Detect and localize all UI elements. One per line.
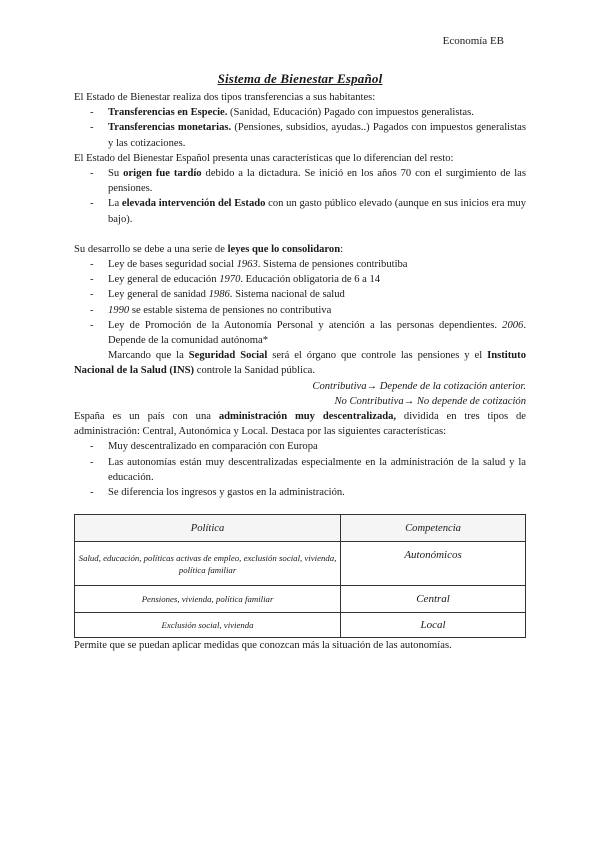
list-item [74, 105, 526, 120]
char-bold: elevada intervención del Estado [121, 198, 266, 210]
cell-competencia: Local [341, 613, 526, 638]
cell-politica: Pensiones, vivienda, política familiar [75, 586, 341, 613]
cell-competencia: Central [341, 586, 526, 613]
note-contributiva: Contributiva→ Depende de la cotización anterior. [312, 380, 526, 392]
transfer-bold: Transferencias monetarias. [108, 122, 232, 134]
char-text: con un gasto público elevado (aunque en sus inicios era muy bajo). [108, 198, 527, 225]
law-year: 1970 [219, 274, 241, 286]
laws-intro-pre: Su desarrollo se debe a una serie de [74, 243, 228, 255]
law-text: Ley general de sanidad [108, 289, 209, 301]
admin-intro-pre: España es un país con una [74, 411, 219, 423]
law-text: . Depende de la comunidad autónoma* [108, 319, 526, 347]
transfer-bold: Transferencias en Especie. [108, 107, 228, 119]
header-subject: Economía EB [442, 35, 504, 47]
marking-paragraph [74, 348, 526, 378]
list-item [74, 257, 526, 272]
admin-intro-post: dividida en tres tipos de administración: Central, Autonómica y Local. Destaca por las siguientes características: [74, 411, 526, 438]
marking-bold: Instituto Nacional de la Salud (INS) [74, 350, 526, 377]
admin-list [74, 439, 526, 500]
characteristics-list [74, 166, 526, 227]
laws-list [74, 257, 526, 348]
marking-bold: Seguridad Social [188, 350, 268, 362]
list-item [74, 287, 526, 302]
laws-intro [74, 242, 526, 257]
marking-pre: Marcando que la [108, 350, 189, 362]
list-item: - Muy descentralizado en comparación con Europa [74, 439, 526, 454]
competencias-table [74, 514, 526, 638]
document-body [74, 70, 526, 653]
transfer-text: (Pensiones, subsidios, ayudas..) Pagados con impuestos generalistas y las cotizaciones. [108, 122, 527, 149]
table-row [75, 613, 526, 638]
laws-intro-bold: leyes que lo consolidaron [227, 243, 341, 255]
list-item [74, 318, 526, 348]
law-text: Ley de bases seguridad social [108, 259, 237, 271]
intro-text: El Estado de Bienestar realiza dos tipos transferencias a sus habitantes: [74, 92, 376, 103]
marking-mid: será el órgano que controle las pensiones y el [267, 350, 488, 362]
law-text: . Educación obligatoria de 6 a 14 [240, 274, 381, 286]
laws-intro-post: : [340, 243, 344, 255]
table-row [75, 586, 526, 613]
cell-competencia: Autonómicos [341, 542, 526, 586]
characteristics-intro: El Estado del Bienestar Español presenta unas características que lo diferencian del resto: [74, 152, 454, 164]
char-bold: origen fue tardío [123, 168, 202, 180]
list-item [74, 120, 526, 150]
spacer [74, 227, 526, 242]
law-year: 1963 [236, 259, 258, 271]
law-text: . Sistema nacional de salud [229, 289, 345, 301]
closing-text: Permite que se puedan aplicar medidas que conozcan más la situación de las autonomías. [74, 640, 452, 652]
law-text: Ley general de educación [108, 274, 220, 286]
page-title: Sistema de Bienestar Español [217, 71, 383, 86]
marking-post: controle la Sanidad pública. [194, 365, 316, 377]
list-item: - Las autonomías están muy descentralizadas especialmente en la administración de la salud y la educación. [74, 455, 526, 485]
cell-politica: Exclusión social, vivienda [75, 613, 341, 638]
cell-politica: Salud, educación, políticas activas de empleo, exclusión social, vivienda, política familiar [75, 542, 341, 586]
header-competencia: Competencia [341, 515, 526, 542]
list-item [74, 272, 526, 287]
law-text: Ley de Promoción de la Autonomía Personal y atención a las personas dependientes. [108, 319, 503, 331]
law-text: se estable sistema de pensiones no contributiva [129, 304, 332, 316]
char-pre: La [108, 198, 122, 210]
law-year: 2006 [502, 319, 524, 331]
transfer-text: (Sanidad, Educación) Pagado con impuestos generalistas. [227, 107, 474, 119]
table-header-row [75, 515, 526, 542]
list-item [74, 196, 526, 226]
law-year: 1986 [208, 289, 230, 301]
list-item: - Se diferencia los ingresos y gastos en la administración. [74, 485, 526, 500]
header-politica: Política [75, 515, 341, 542]
table-row [75, 542, 526, 586]
list-item [74, 166, 526, 196]
note-no-contributiva: No Contributiva→ No depende de cotización [334, 395, 526, 407]
admin-intro [74, 409, 526, 439]
list-item [74, 303, 526, 318]
char-pre: Su [108, 168, 124, 180]
char-text: debido a la dictadura. Se inició en los años 70 con el surgimiento de las pensiones. [108, 168, 527, 195]
law-text: . Sistema de pensiones contributiba [257, 259, 408, 271]
transfers-list [74, 105, 526, 151]
admin-intro-bold: administración muy descentralizada, [218, 411, 397, 423]
law-year: 1990 [108, 304, 130, 316]
